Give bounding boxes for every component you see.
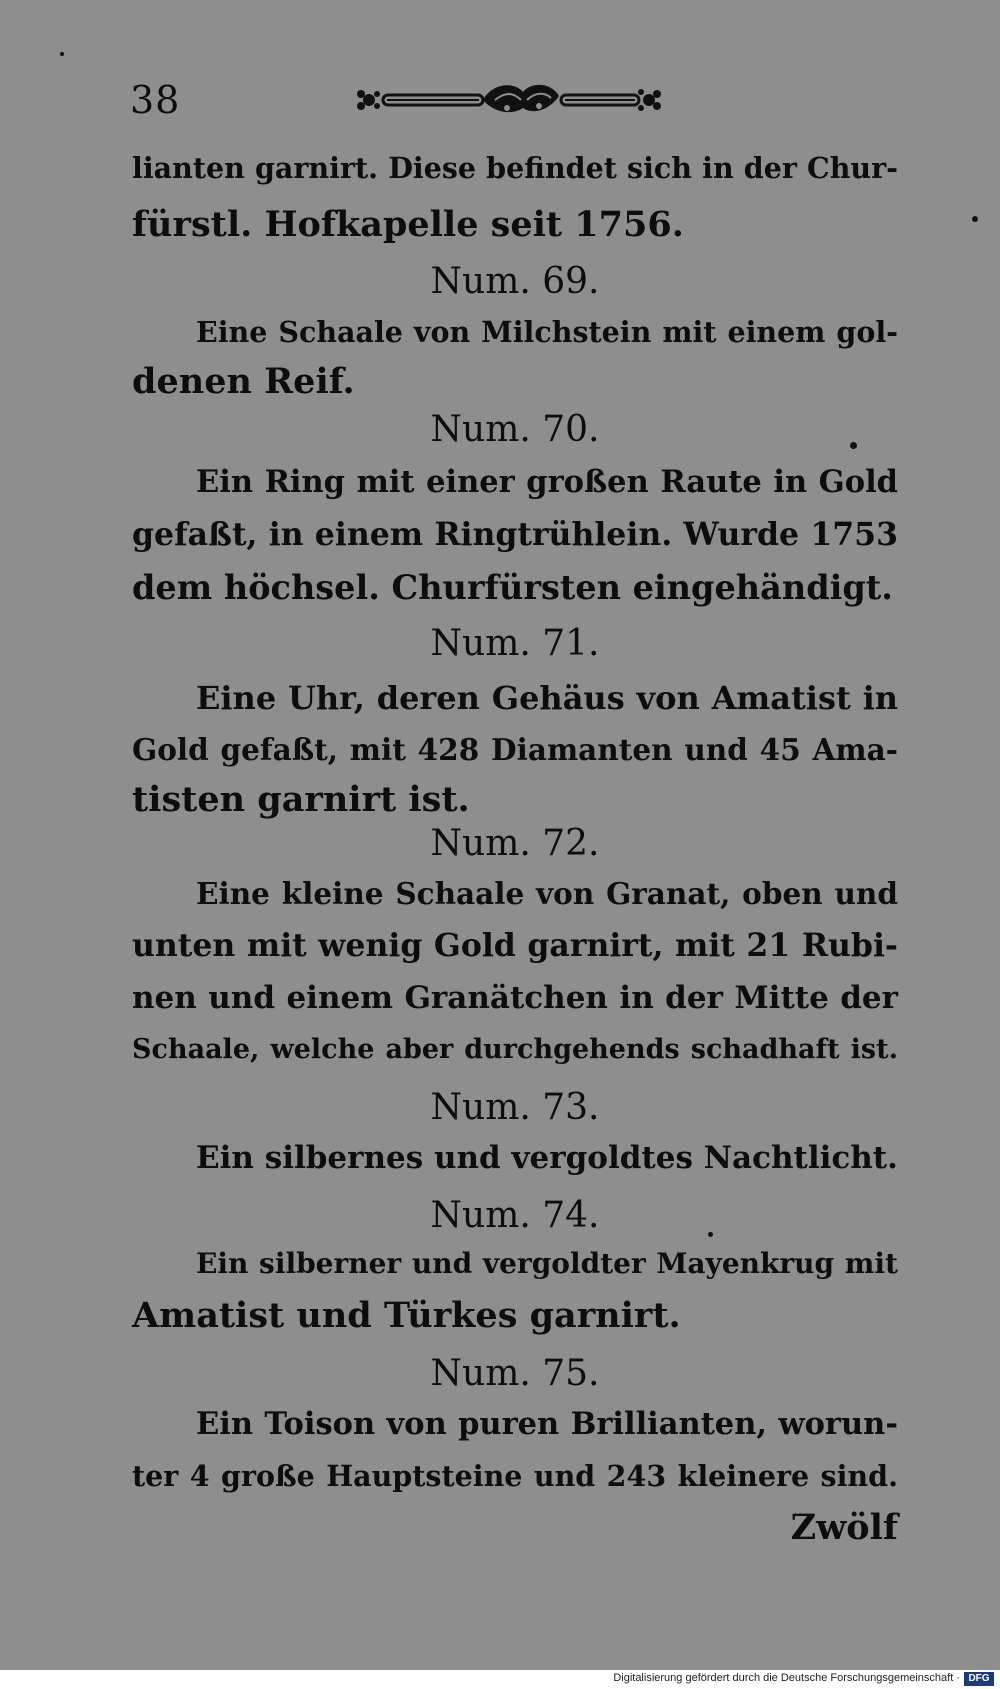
footer-bar	[0, 1670, 1000, 1689]
scan-speck	[972, 216, 978, 222]
text-line: denen Reif.	[132, 361, 355, 402]
entry-heading: Num. 71.	[430, 623, 600, 664]
text-line: Ein Toison von puren Brillianten, worun‑	[196, 1406, 898, 1442]
dfg-logo: DFG	[964, 1672, 994, 1686]
entry-heading: Num. 70.	[430, 409, 600, 450]
text-line: Ein silbernes und vergoldtes Nachtlicht.	[196, 1140, 898, 1176]
text-line: Eine Uhr, deren Gehäus von Amatist in	[196, 679, 898, 717]
text-line: Zwölf	[790, 1507, 898, 1548]
text-line: tisten garnirt ist.	[132, 779, 470, 820]
entry-heading: Num. 72.	[430, 823, 600, 864]
scan-speck	[708, 1232, 713, 1237]
entry-heading: Num. 69.	[430, 261, 600, 302]
text-line: ter 4 große Hauptsteine und 243 kleinere sind.	[132, 1459, 898, 1493]
text-line: Amatist und Türkes garnirt.	[132, 1295, 681, 1336]
text-line: Schaale, welche aber durchgehends schadhaft ist.	[132, 1034, 898, 1065]
page-number: 38	[130, 78, 181, 122]
floral-ornament-icon	[355, 78, 665, 122]
text-line: unten mit wenig Gold garnirt, mit 21 Rubi‑	[132, 927, 898, 964]
text-line: gefaßt, in einem Ringtrühlein. Wurde 1753	[132, 516, 898, 553]
entry-heading: Num. 74.	[430, 1195, 600, 1236]
text-line: fürstl. Hofkapelle seit 1756.	[132, 204, 684, 245]
scan-speck	[850, 442, 857, 449]
entry-heading: Num. 75.	[430, 1353, 600, 1394]
text-line: Ein Ring mit einer großen Raute in Gold	[196, 464, 898, 500]
text-line: lianten garnirt. Diese befindet sich in der Chur‑	[132, 151, 898, 185]
scan-speck	[60, 52, 64, 56]
footer-credit: Digitalisierung gefördert durch die Deutsche Forschungsgemeinschaft ·	[613, 1672, 960, 1684]
text-line: dem höchsel. Churfürsten eingehändigt.	[132, 568, 893, 607]
text-line: Gold gefaßt, mit 428 Diamanten und 45 Ama‑	[132, 732, 898, 767]
text-line: Eine Schaale von Milchstein mit einem gol‑	[196, 315, 898, 349]
text-line: Ein silberner und vergoldter Mayenkrug mit	[196, 1247, 898, 1280]
entry-heading: Num. 73.	[430, 1087, 600, 1128]
text-line: Eine kleine Schaale von Granat, oben und	[196, 876, 898, 911]
text-line: nen und einem Granätchen in der Mitte der	[132, 980, 898, 1016]
